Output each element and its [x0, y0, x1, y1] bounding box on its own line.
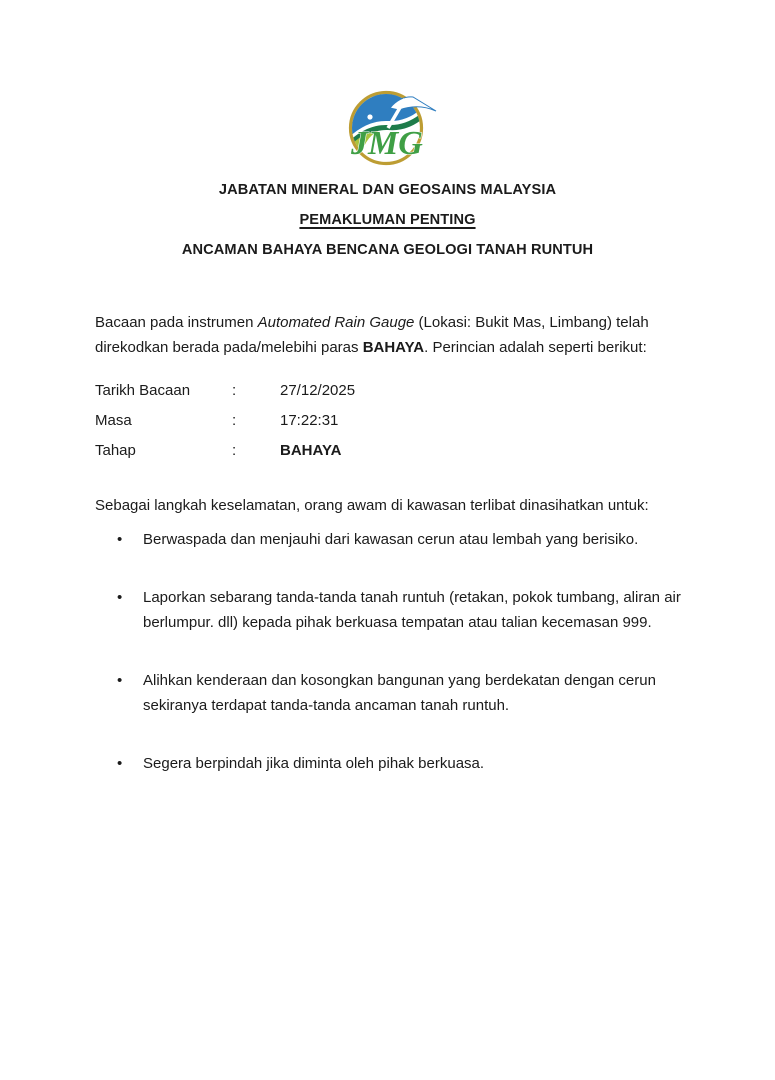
details-table [95, 375, 355, 465]
detail-separator: : [232, 441, 237, 459]
intro-paragraph [95, 311, 685, 360]
advisory-item-text: Alihkan kenderaan dan kosongkan bangunan yang berdekatan dengan cerun sekiranya terdapat tanda-tanda ancaman tanah runtuh. [143, 672, 656, 714]
bullet-icon: • [117, 755, 123, 772]
advisory-item [95, 751, 688, 776]
detail-row-date [95, 375, 355, 405]
intro-text-end: . Perincian adalah seperti berikut: [424, 338, 647, 356]
jmg-logo-icon [336, 84, 448, 168]
detail-label-level: Tahap [95, 441, 136, 459]
advisory-item-text: Segera berpindah jika diminta oleh pihak berkuasa. [143, 755, 485, 772]
bullet-icon: • [117, 672, 123, 689]
header-department-title: JABATAN MINERAL DAN GEOSAINS MALAYSIA [218, 182, 557, 198]
advisory-item-text: Berwaspada dan menjauhi dari kawasan cerun atau lembah yang berisiko. [143, 531, 639, 548]
detail-value-time: 17:22:31 [280, 411, 339, 429]
instrument-name: Automated Rain Gauge [257, 314, 415, 331]
bullet-icon: • [117, 589, 123, 606]
intro-text-middle: (Lokasi: Bukit Mas, Limbang) telah direkodkan berada pada/melebihi paras [95, 314, 649, 356]
advisory-list [95, 527, 688, 809]
advisory-lead: Sebagai langkah keselamatan, orang awam di kawasan terlibat dinasihatkan untuk: [95, 497, 649, 514]
detail-separator: : [232, 381, 237, 399]
advisory-item [95, 668, 688, 718]
intro-level: BAHAYA [362, 338, 425, 356]
advisory-item [95, 527, 688, 552]
advisory-item [95, 585, 688, 635]
detail-separator: : [232, 411, 237, 429]
detail-row-level [95, 435, 355, 465]
detail-row-time [95, 405, 355, 435]
header-notice-type: PEMAKLUMAN PENTING [299, 212, 476, 228]
jmg-logo-letters: JMG [351, 125, 423, 162]
bullet-icon: • [117, 531, 123, 548]
advisory-item-text: Laporkan sebarang tanda-tanda tanah runtuh (retakan, pokok tumbang, aliran air berlumpur. dll) kepada pihak berkuasa tempatan atau talian kecemasan 999. [143, 589, 681, 631]
detail-value-level: BAHAYA [280, 441, 342, 459]
detail-label-date: Tarikh Bacaan [95, 381, 191, 399]
detail-value-date: 27/12/2025 [280, 381, 356, 399]
intro-text-start: Bacaan pada instrumen [95, 314, 258, 331]
detail-label-time: Masa [95, 411, 132, 429]
header-hazard-title: ANCAMAN BAHAYA BENCANA GEOLOGI TANAH RUNTUH [181, 242, 594, 258]
